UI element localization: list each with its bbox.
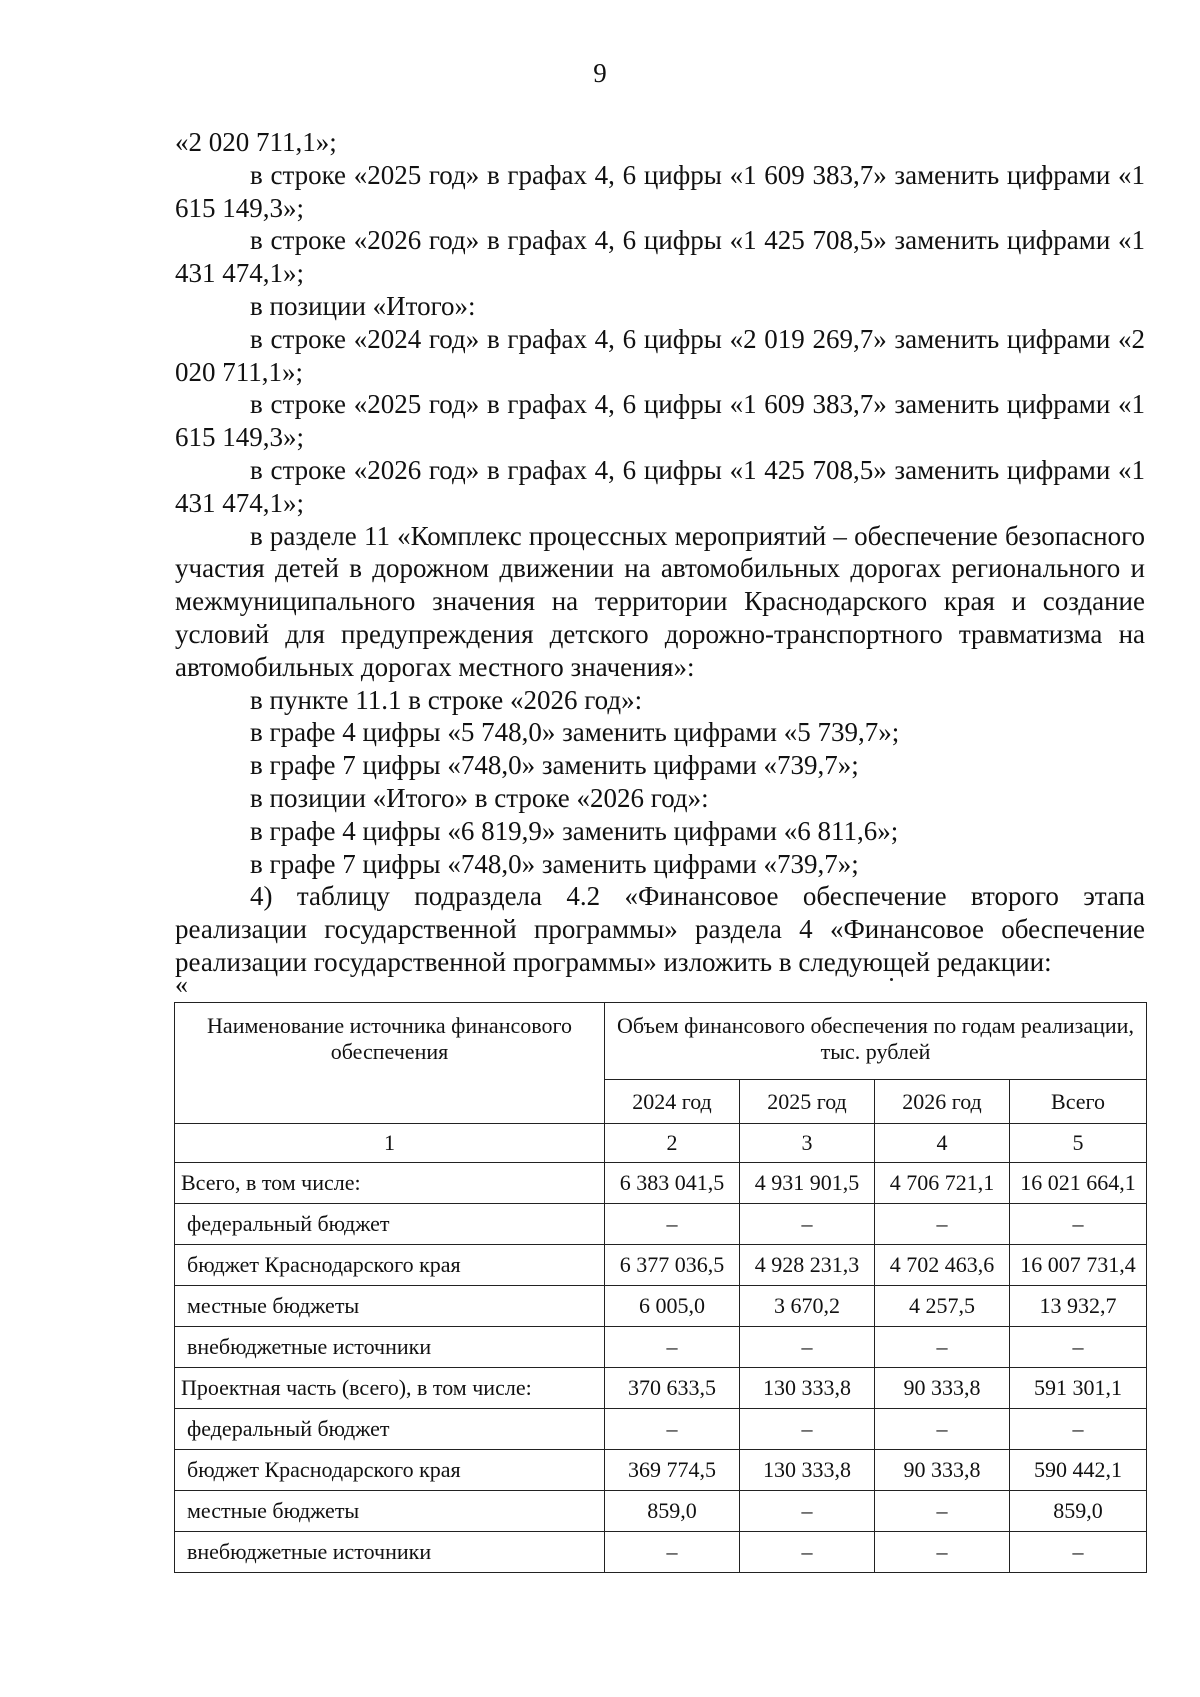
paragraph: 4) таблицу подраздела 4.2 «Финансовое обеспечение второго этапа реализации государственной программы» раздела 4 «Финансовое обеспечение реализации государственной программы» изложить в следующей редакции: xyxy=(175,881,1145,977)
column-number: 1 xyxy=(175,1124,605,1163)
value-2026: 4 257,5 xyxy=(875,1286,1010,1327)
table-row xyxy=(175,1245,1147,1286)
value-2025: – xyxy=(740,1532,875,1573)
row-label: внебюджетные источники xyxy=(175,1532,605,1573)
value-total: – xyxy=(1010,1327,1147,1368)
table-row xyxy=(175,1327,1147,1368)
value-2026: – xyxy=(875,1491,1010,1532)
row-label: федеральный бюджет xyxy=(175,1204,605,1245)
header-year-2025: 2025 год xyxy=(740,1080,875,1124)
value-2025: 3 670,2 xyxy=(740,1286,875,1327)
table-row xyxy=(175,1450,1147,1491)
table-row xyxy=(175,1286,1147,1327)
paragraph: в строке «2025 год» в графах 4, 6 цифры «1 609 383,7» заменить цифрами «1 615 149,3»; xyxy=(175,159,1145,223)
value-2024: 859,0 xyxy=(605,1491,740,1532)
paragraph: в строке «2026 год» в графах 4, 6 цифры «1 425 708,5» заменить цифрами «1 431 474,1»; xyxy=(175,225,1145,289)
paragraph: в графе 4 цифры «6 819,9» заменить цифрами «6 811,6»; xyxy=(250,815,899,846)
value-2025: 4 928 231,3 xyxy=(740,1245,875,1286)
value-2026: 4 702 463,6 xyxy=(875,1245,1010,1286)
value-total: 16 021 664,1 xyxy=(1010,1163,1147,1204)
header-year-2026: 2026 год xyxy=(875,1080,1010,1124)
value-2024: 369 774,5 xyxy=(605,1450,740,1491)
value-2025: 130 333,8 xyxy=(740,1450,875,1491)
value-total: 859,0 xyxy=(1010,1491,1147,1532)
value-total: – xyxy=(1010,1532,1147,1573)
row-label: местные бюджеты xyxy=(175,1286,605,1327)
table-row xyxy=(175,1204,1147,1245)
row-label: местные бюджеты xyxy=(175,1491,605,1532)
value-2026: – xyxy=(875,1327,1010,1368)
scan-dot xyxy=(890,978,893,981)
financing-table xyxy=(174,1002,1147,1573)
document-body xyxy=(175,126,1145,979)
paragraph: в разделе 11 «Комплекс процессных мероприятий – обеспечение безопасного участия детей в дорожном движении на автомобильных дорогах регионального и межмуниципального значения на территории Краснодарского края и создание условий для предупреждения детского дорожно-транспортного травматизма на автомобильных дорогах местного значения»: xyxy=(175,520,1145,682)
value-2026: – xyxy=(875,1204,1010,1245)
value-total: – xyxy=(1010,1409,1147,1450)
table-row xyxy=(175,1491,1147,1532)
paragraph: в позиции «Итого» в строке «2026 год»: xyxy=(250,782,709,813)
value-2026: – xyxy=(875,1409,1010,1450)
column-number: 3 xyxy=(740,1124,875,1163)
value-total: 13 932,7 xyxy=(1010,1286,1147,1327)
header-funding-volume: Объем финансового обеспечения по годам реализации, тыс. рублей xyxy=(605,1003,1147,1080)
value-2026: 90 333,8 xyxy=(875,1368,1010,1409)
paragraph: в строке «2024 год» в графах 4, 6 цифры «2 019 269,7» заменить цифрами «2 020 711,1»; xyxy=(175,323,1145,387)
header-year-2024: 2024 год xyxy=(605,1080,740,1124)
paragraph: в позиции «Итого»: xyxy=(250,290,476,321)
paragraph: в графе 4 цифры «5 748,0» заменить цифрами «5 739,7»; xyxy=(250,717,900,748)
column-number: 5 xyxy=(1010,1124,1147,1163)
value-2025: – xyxy=(740,1491,875,1532)
paragraph: в строке «2025 год» в графах 4, 6 цифры «1 609 383,7» заменить цифрами «1 615 149,3»; xyxy=(175,389,1145,453)
paragraph: в пункте 11.1 в строке «2026 год»: xyxy=(250,684,643,715)
value-total: 591 301,1 xyxy=(1010,1368,1147,1409)
paragraph: «2 020 711,1»; xyxy=(175,127,337,157)
value-2024: – xyxy=(605,1204,740,1245)
page-number: 9 xyxy=(593,58,607,88)
column-number: 4 xyxy=(875,1124,1010,1163)
value-2026: – xyxy=(875,1532,1010,1573)
value-2025: – xyxy=(740,1409,875,1450)
value-2024: – xyxy=(605,1409,740,1450)
value-2024: 370 633,5 xyxy=(605,1368,740,1409)
row-label: Проектная часть (всего), в том числе: xyxy=(175,1368,605,1409)
value-2024: 6 377 036,5 xyxy=(605,1245,740,1286)
table-row xyxy=(175,1368,1147,1409)
value-2024: 6 005,0 xyxy=(605,1286,740,1327)
value-2025: – xyxy=(740,1327,875,1368)
paragraph: в графе 7 цифры «748,0» заменить цифрами «739,7»; xyxy=(250,848,859,879)
value-2024: – xyxy=(605,1532,740,1573)
row-label: Всего, в том числе: xyxy=(175,1163,605,1204)
header-source-name: Наименование источника финансового обеспечения xyxy=(175,1003,605,1124)
header-total: Всего xyxy=(1010,1080,1147,1124)
paragraph: в строке «2026 год» в графах 4, 6 цифры «1 425 708,5» заменить цифрами «1 431 474,1»; xyxy=(175,454,1145,518)
value-2025: 130 333,8 xyxy=(740,1368,875,1409)
column-number: 2 xyxy=(605,1124,740,1163)
value-2026: 4 706 721,1 xyxy=(875,1163,1010,1204)
row-label: федеральный бюджет xyxy=(175,1409,605,1450)
value-total: – xyxy=(1010,1204,1147,1245)
value-2026: 90 333,8 xyxy=(875,1450,1010,1491)
row-label: бюджет Краснодарского края xyxy=(175,1245,605,1286)
value-total: 590 442,1 xyxy=(1010,1450,1147,1491)
value-2025: 4 931 901,5 xyxy=(740,1163,875,1204)
table-quote-open: « xyxy=(175,970,188,999)
value-2024: – xyxy=(605,1327,740,1368)
row-label: внебюджетные источники xyxy=(175,1327,605,1368)
table-row xyxy=(175,1409,1147,1450)
value-2025: – xyxy=(740,1204,875,1245)
row-label: бюджет Краснодарского края xyxy=(175,1450,605,1491)
table-row xyxy=(175,1163,1147,1204)
paragraph: в графе 7 цифры «748,0» заменить цифрами «739,7»; xyxy=(250,750,859,781)
table-row xyxy=(175,1532,1147,1573)
value-2024: 6 383 041,5 xyxy=(605,1163,740,1204)
value-total: 16 007 731,4 xyxy=(1010,1245,1147,1286)
